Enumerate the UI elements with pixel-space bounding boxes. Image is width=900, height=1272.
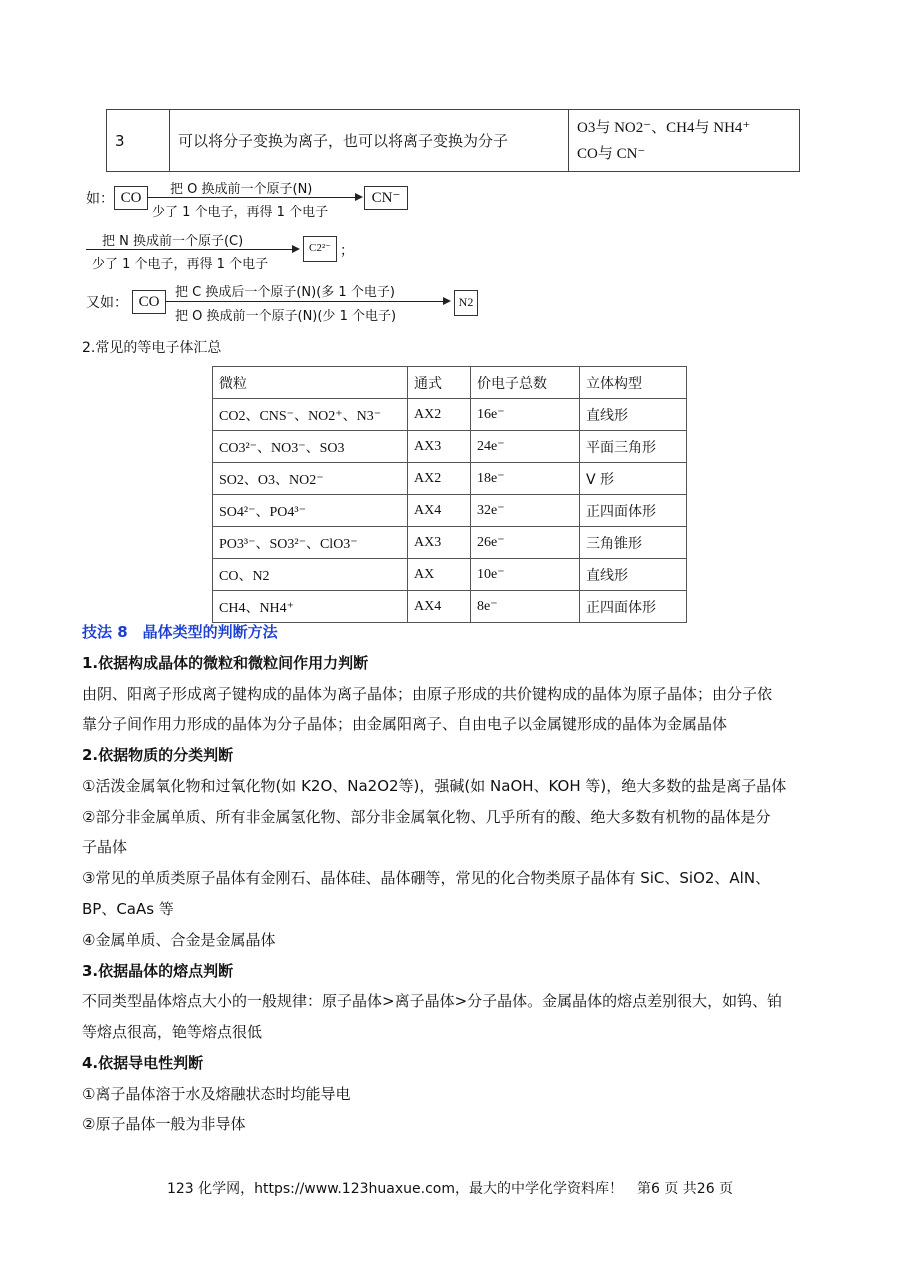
row-description: 可以将分子变换为离子，也可以将离子变换为分子 bbox=[170, 110, 569, 172]
cell-formula: AX4 bbox=[408, 495, 471, 527]
row-examples bbox=[569, 110, 800, 172]
list-item: ③常见的单质类原子晶体有金刚石、晶体硅、晶体硼等，常见的化合物类原子晶体有 SiC、SiO2、AlN、 bbox=[82, 869, 771, 887]
cell-electrons: 10e⁻ bbox=[471, 559, 580, 591]
arrow-bottom-label: 少了 1 个电子，再得 1 个电子 bbox=[92, 257, 269, 272]
table-header-row bbox=[213, 367, 687, 399]
arrow-top-label: 把 O 换成前一个原子(N) bbox=[170, 182, 313, 197]
cell-particle: SO2、O3、NO2⁻ bbox=[213, 463, 408, 495]
top-table bbox=[106, 109, 800, 172]
column-header: 立体构型 bbox=[580, 367, 687, 399]
list-item: ①离子晶体溶于水及熔融状态时均能导电 bbox=[82, 1085, 351, 1103]
cell-particle: CH4、NH4⁺ bbox=[213, 591, 408, 623]
cell-electrons: 26e⁻ bbox=[471, 527, 580, 559]
cell-formula: AX bbox=[408, 559, 471, 591]
cell-particle: CO、N2 bbox=[213, 559, 408, 591]
cell-geometry: 三角锥形 bbox=[580, 527, 687, 559]
subsection-title: 1.依据构成晶体的微粒和微粒间作用力判断 bbox=[82, 654, 369, 672]
formula-box: N2 bbox=[454, 290, 478, 316]
cell-electrons: 16e⁻ bbox=[471, 399, 580, 431]
cell-formula: AX2 bbox=[408, 399, 471, 431]
paragraph-line: 等熔点很高，铯等熔点很低 bbox=[82, 1023, 263, 1041]
example-prefix: 又如： bbox=[86, 295, 128, 311]
table-row bbox=[107, 110, 800, 172]
list-item: ④金属单质、合金是金属晶体 bbox=[82, 931, 276, 949]
arrow-bottom-label: 把 O 换成前一个原子(N)(少 1 个电子) bbox=[175, 309, 397, 324]
page-footer: 123 化学网，https://www.123huaxue.com，最大的中学化学资料库！ 第6 页 共26 页 bbox=[166, 1181, 734, 1197]
subsection-title: 2.依据物质的分类判断 bbox=[82, 746, 234, 764]
subsection-title: 4.依据导电性判断 bbox=[82, 1054, 204, 1072]
cell-geometry: 平面三角形 bbox=[580, 431, 687, 463]
list-item: ②部分非金属单质、所有非金属氢化物、部分非金属氧化物、几乎所有的酸、绝大多数有机物的晶体是分 bbox=[82, 808, 771, 826]
cell-particle: CO3²⁻、NO3⁻、SO3 bbox=[213, 431, 408, 463]
paragraph-line: 由阴、阳离子形成离子键构成的晶体为离子晶体；由原子形成的共价键构成的晶体为原子晶体；由分子依 bbox=[82, 685, 773, 703]
cell-particle: CO2、CNS⁻、NO2⁺、N3⁻ bbox=[213, 399, 408, 431]
formula-box: CN⁻ bbox=[364, 186, 408, 210]
arrow-top-label: 把 C 换成后一个原子(N)(多 1 个电子) bbox=[175, 285, 395, 300]
arrow-line bbox=[147, 197, 357, 198]
examples-line-2: CO与 CN⁻ bbox=[577, 145, 646, 162]
arrow-line bbox=[165, 301, 445, 302]
cell-formula: AX2 bbox=[408, 463, 471, 495]
cell-formula: AX4 bbox=[408, 591, 471, 623]
arrow-top-label: 把 N 换成前一个原子(C) bbox=[102, 234, 244, 249]
formula-box: C2²⁻ bbox=[303, 236, 337, 262]
arrow-head-icon bbox=[355, 193, 363, 201]
example-suffix: ； bbox=[340, 243, 354, 259]
table-row bbox=[213, 495, 687, 527]
arrow-bottom-label: 少了 1 个电子，再得 1 个电子 bbox=[152, 205, 329, 220]
cell-geometry: V 形 bbox=[580, 463, 687, 495]
paragraph-line: 靠分子间作用力形成的晶体为分子晶体；由金属阳离子、自由电子以金属键形成的晶体为金属晶体 bbox=[82, 715, 728, 733]
cell-electrons: 24e⁻ bbox=[471, 431, 580, 463]
arrow-head-icon bbox=[292, 245, 300, 253]
formula-box: CO bbox=[132, 290, 166, 314]
table-row bbox=[213, 591, 687, 623]
skill-heading: 技法 8 晶体类型的判断方法 bbox=[82, 623, 278, 641]
table-row bbox=[213, 559, 687, 591]
column-header: 通式 bbox=[408, 367, 471, 399]
cell-particle: PO3³⁻、SO3²⁻、ClO3⁻ bbox=[213, 527, 408, 559]
cell-formula: AX3 bbox=[408, 431, 471, 463]
list-item-continuation: BP、CaAs 等 bbox=[82, 900, 174, 918]
list-item: ①活泼金属氧化物和过氧化物(如 K2O、Na2O2等)，强碱(如 NaOH、KOH 等)，绝大多数的盐是离子晶体 bbox=[82, 777, 787, 795]
cell-formula: AX3 bbox=[408, 527, 471, 559]
isoelectronic-summary-table bbox=[212, 366, 687, 623]
table-row bbox=[213, 527, 687, 559]
arrow-head-icon bbox=[443, 297, 451, 305]
row-number: 3 bbox=[107, 110, 170, 172]
cell-geometry: 正四面体形 bbox=[580, 495, 687, 527]
table-row bbox=[213, 463, 687, 495]
example-prefix: 如： bbox=[86, 191, 114, 207]
table-row bbox=[213, 431, 687, 463]
cell-particle: SO4²⁻、PO4³⁻ bbox=[213, 495, 408, 527]
cell-geometry: 直线形 bbox=[580, 399, 687, 431]
formula-box: CO bbox=[114, 186, 148, 210]
cell-electrons: 32e⁻ bbox=[471, 495, 580, 527]
cell-geometry: 直线形 bbox=[580, 559, 687, 591]
examples-line-1: O3与 NO2⁻、CH4与 NH4⁺ bbox=[577, 119, 751, 136]
arrow-line bbox=[86, 249, 294, 250]
section-title: 2.常见的等电子体汇总 bbox=[82, 340, 222, 356]
list-item: ②原子晶体一般为非导体 bbox=[82, 1115, 246, 1133]
cell-geometry: 正四面体形 bbox=[580, 591, 687, 623]
list-item-continuation: 子晶体 bbox=[82, 838, 128, 856]
subsection-title: 3.依据晶体的熔点判断 bbox=[82, 962, 234, 980]
cell-electrons: 8e⁻ bbox=[471, 591, 580, 623]
table-row bbox=[213, 399, 687, 431]
paragraph-line: 不同类型晶体熔点大小的一般规律：原子晶体>离子晶体>分子晶体。金属晶体的熔点差别很大，如钨、铂 bbox=[82, 992, 783, 1010]
column-header: 微粒 bbox=[213, 367, 408, 399]
column-header: 价电子总数 bbox=[471, 367, 580, 399]
cell-electrons: 18e⁻ bbox=[471, 463, 580, 495]
